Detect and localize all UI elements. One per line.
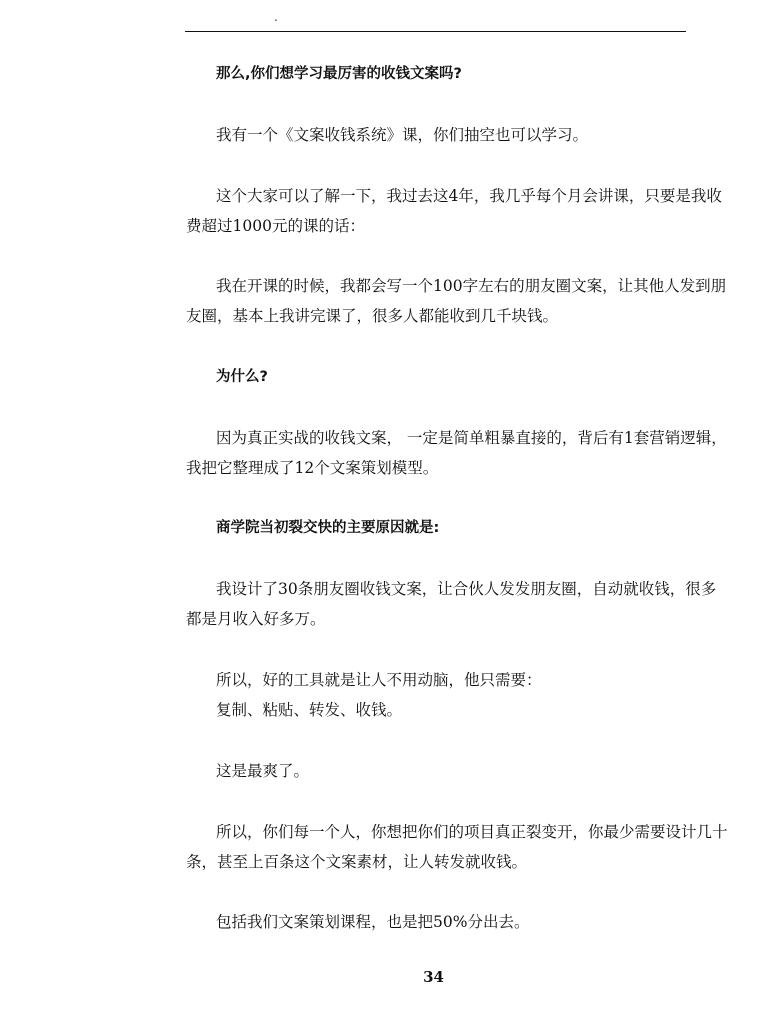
paragraph-good-tool	[186, 665, 686, 725]
paragraph-thirty-posts	[186, 574, 717, 634]
paragraph-line: 为什么?	[216, 369, 268, 385]
paragraph-design-dozens	[186, 817, 728, 877]
paragraph-why	[186, 362, 686, 392]
paragraph-four-years	[186, 181, 722, 241]
paragraph-line: 都是月收入好多万。	[186, 610, 326, 628]
paragraph-fifty-percent	[186, 907, 686, 937]
paragraph-real-copy	[186, 423, 727, 483]
paragraph-line: 我在开课的时候，我都会写一个100字左右的朋友圈文案，让其他人发到朋	[216, 277, 727, 295]
paragraph-line: 所以，你们每一个人，你想把你们的项目真正裂变开，你最少需要设计几十	[216, 823, 728, 841]
paragraph-best	[186, 756, 686, 786]
paragraph-main-reason	[186, 513, 686, 543]
paragraph-line: 包括我们文案策划课程，也是把50%分出去。	[216, 913, 530, 931]
paragraph-line: 商学院当初裂交快的主要原因就是:	[216, 520, 440, 536]
paragraph-question-learn	[186, 59, 686, 89]
paragraph-line: 友圈，基本上我讲完课了，很多人都能收到几千块钱。	[186, 307, 559, 325]
paragraph-line: 这个大家可以了解一下，我过去这4年，我几乎每个月会讲课，只要是我收	[216, 187, 722, 205]
paragraph-line: 我把它整理成了12个文案策划模型。	[186, 459, 439, 477]
paragraph-line: 所以，好的工具就是让人不用动脑，他只需要：	[216, 671, 542, 689]
paragraph-line: 那么,你们想学习最厉害的收钱文案吗?	[216, 66, 462, 82]
paragraph-line: 我有一个《文案收钱系统》课，你们抽空也可以学习。	[216, 126, 589, 144]
paragraph-course-intro	[186, 120, 686, 150]
page-number: 34	[423, 968, 444, 986]
header-mark: .	[274, 10, 278, 24]
paragraph-line: 这是最爽了。	[216, 762, 310, 780]
paragraph-line: 条，甚至上百条这个文案素材，让人转发就收钱。	[186, 853, 528, 871]
paragraph-line: 因为真正实战的收钱文案， 一定是简单粗暴直接的，背后有1套营销逻辑，	[216, 429, 727, 447]
paragraph-wechat-copy	[186, 271, 727, 331]
paragraph-line: 我设计了30条朋友圈收钱文案，让合伙人发发朋友圈，自动就收钱，很多	[216, 580, 717, 598]
paragraph-line: 费超过1000元的课的话：	[186, 217, 365, 235]
header-rule	[185, 31, 686, 32]
paragraph-line: 复制、粘贴、转发、收钱。	[216, 701, 403, 719]
